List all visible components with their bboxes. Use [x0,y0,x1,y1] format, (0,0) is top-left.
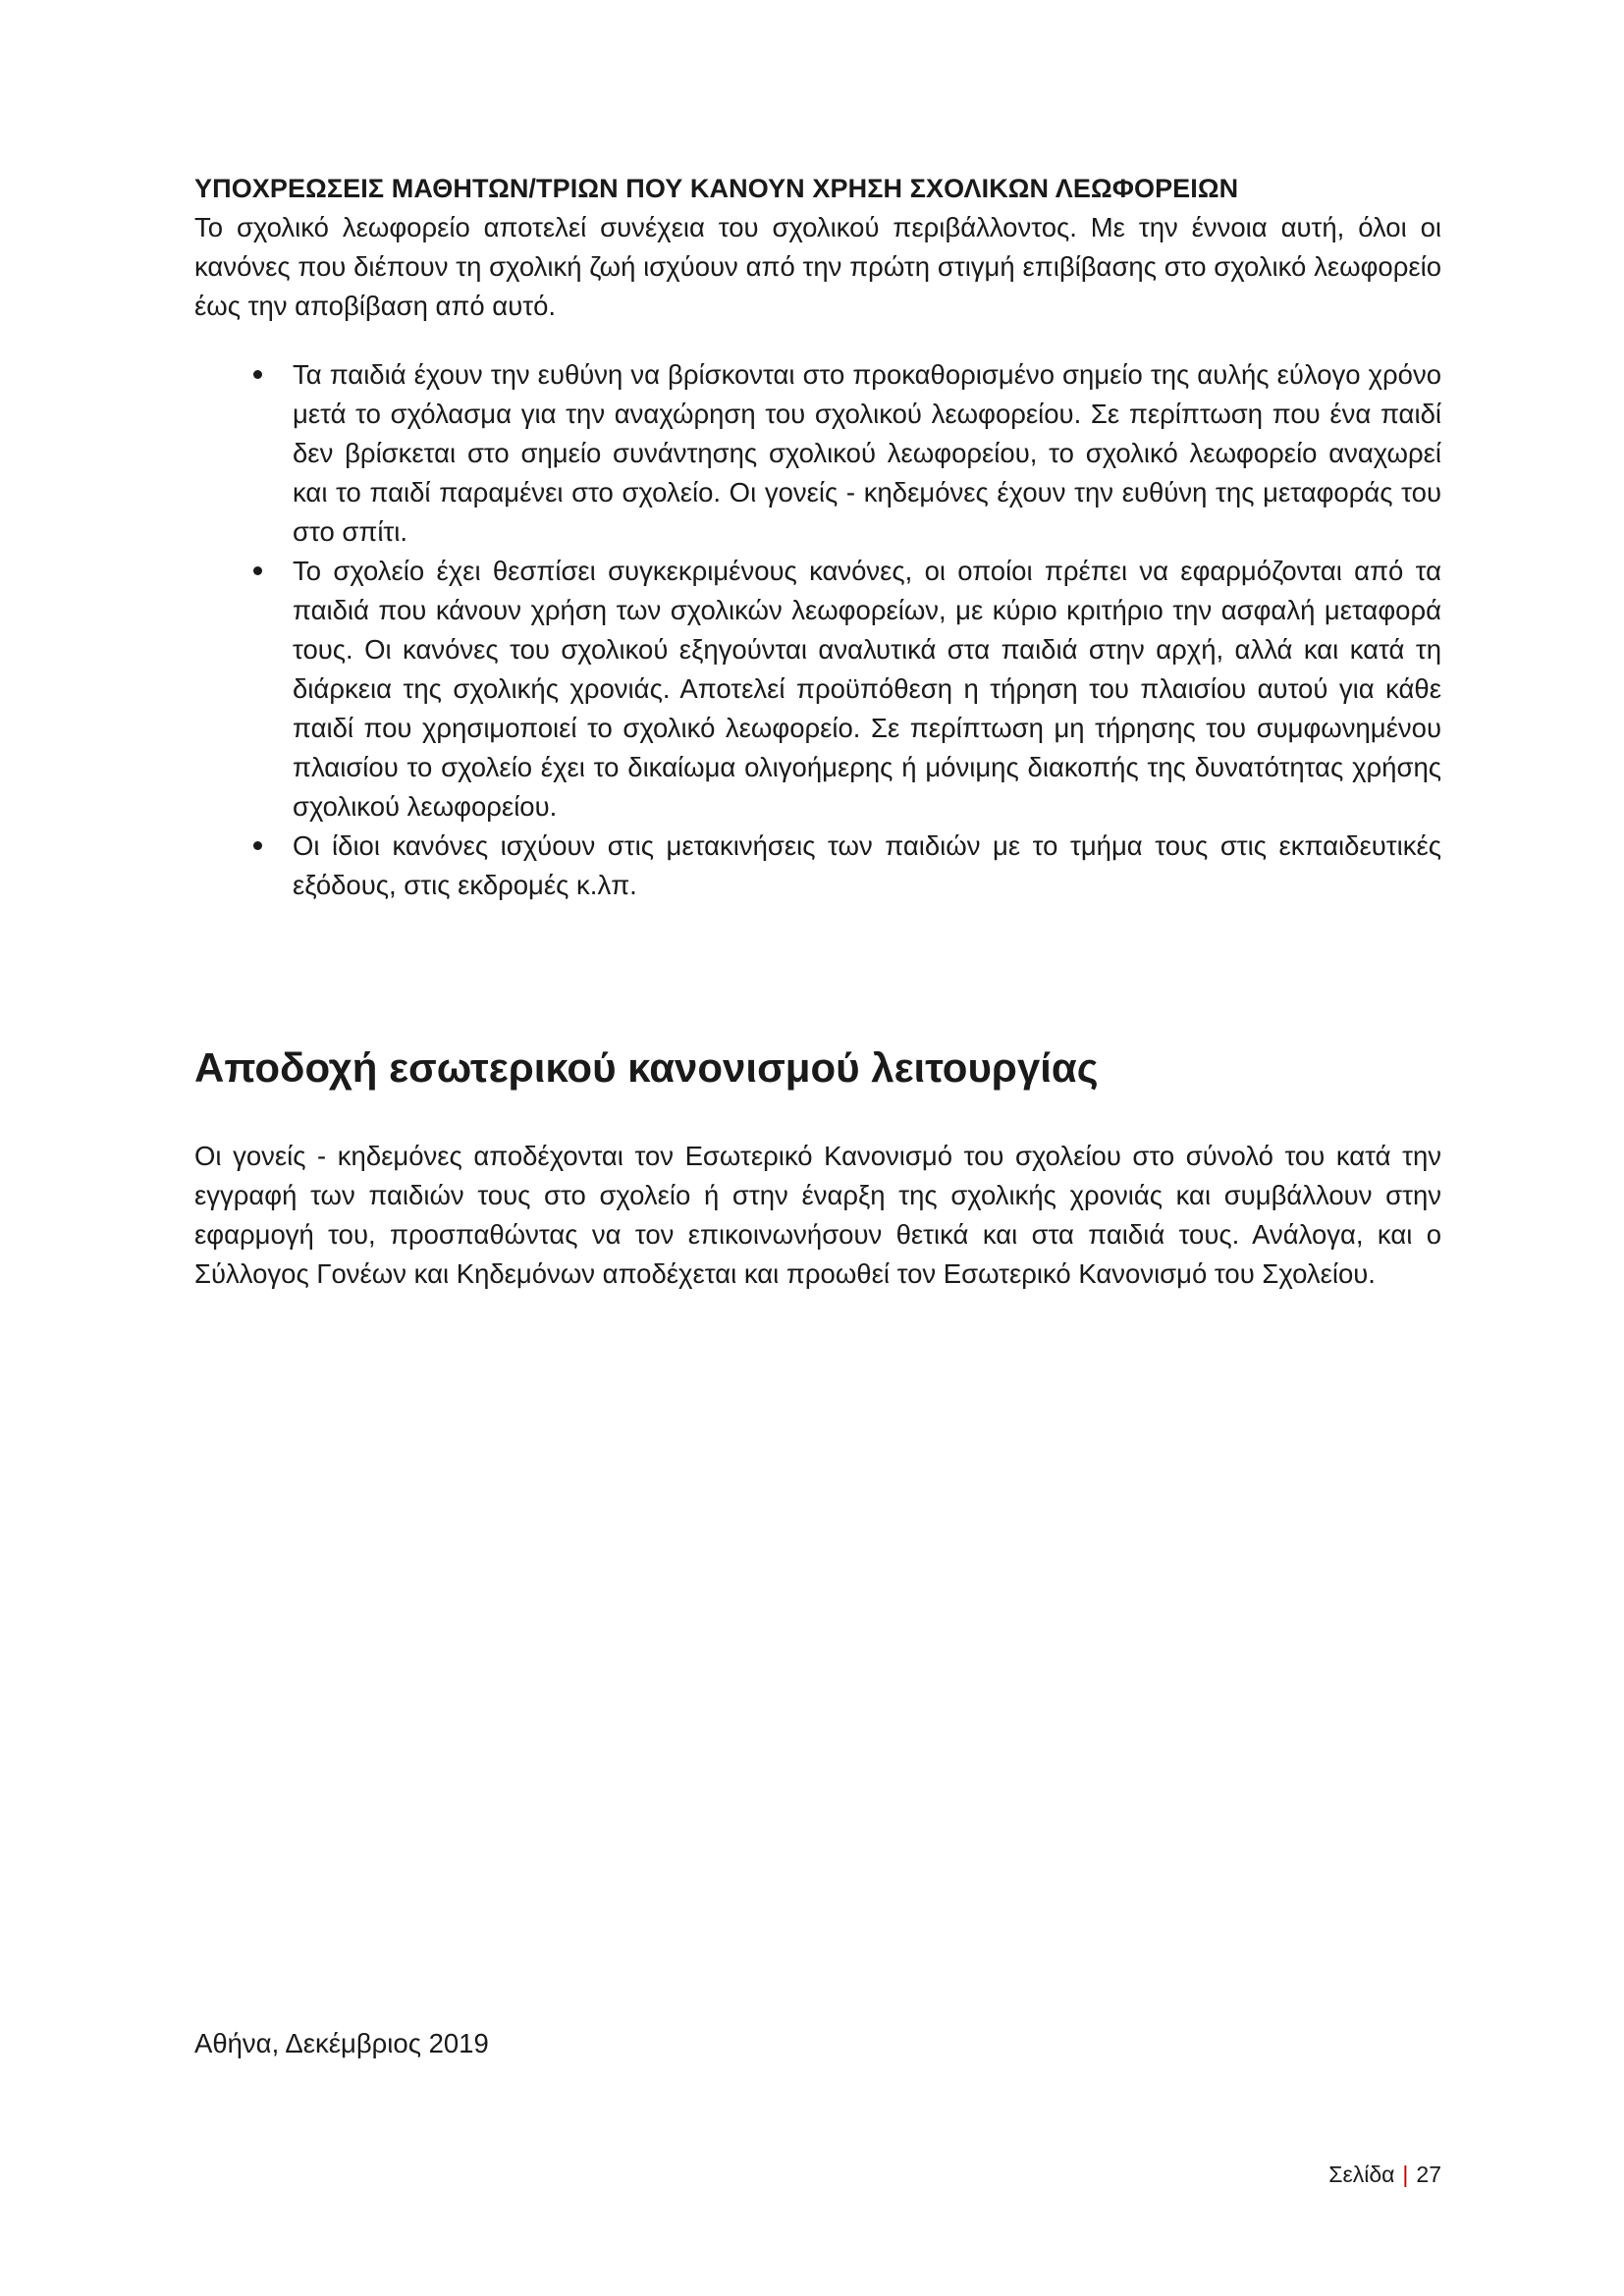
footer-separator: | [1402,2162,1409,2187]
bullet-icon [247,827,267,866]
section-heading: ΥΠΟΧΡΕΩΣΕΙΣ ΜΑΘΗΤΩΝ/ΤΡΙΩΝ ΠΟΥ ΚΑΝΟΥΝ ΧΡΗΣΗ ΣΧΟΛΙΚΩΝ ΛΕΩΦΟΡΕΙΩΝ [194,174,1239,203]
bullet-item [194,827,1441,905]
bullet-icon [247,355,267,395]
page-number: 27 [1416,2162,1441,2187]
section-intro-paragraph: Το σχολικό λεωφορείο αποτελεί συνέχεια του σχολικού περιβάλλοντος. Με την έννοια αυτή, όλοι οι κανόνες που διέπουν τη σχολική ζωή ισχύουν από την πρώτη στιγμή επιβίβασης στο σχολικό λεωφορείο έως την αποβίβαση από αυτό. [194,212,1441,321]
bullet-text: Τα παιδιά έχουν την ευθύνη να βρίσκονται στο προκαθορισμένο σημείο της αυλής εύλογο χρόνο μετά το σχόλασμα για την αναχώρηση του σχολικού λεωφορείου. Σε περίπτωση που ένα παιδί δεν βρίσκεται στο σημείο συνάντησης σχολικού λεωφορείου, το σχολικό λεωφορείο αναχωρεί και το παιδί παραμένει στο σχολείο. Οι γονείς - κηδεμόνες έχουν την ευθύνη της μεταφοράς του στο σπίτι. [293,359,1441,547]
bullet-text: Οι ίδιοι κανόνες ισχύουν στις μετακινήσεις των παιδιών με το τμήμα τους στις εκπαιδευτικές εξόδους, στις εκδρομές κ.λπ. [293,830,1441,900]
bullet-icon [247,552,267,591]
page-label: Σελίδα [1328,2162,1395,2187]
acceptance-paragraph: Οι γονείς - κηδεμόνες αποδέχονται τον Εσωτερικό Κανονισμό του σχολείου στο σύνολό του κατά την εγγραφή των παιδιών τους στο σχολείο ή στην έναρξη της σχολικής χρονιάς και συμβάλλουν στην εφαρμογή του, προσπαθώντας να τον επικοινωνήσουν θετικά και στα παιδιά τους. Ανάλογα, και ο Σύλλογος Γονέων και Κηδεμόνων αποδέχεται και προωθεί τον Εσωτερικό Κανονισμό του Σχολείου. [194,1141,1441,1289]
page-footer [1328,2160,1441,2189]
acceptance-title: Αποδοχή εσωτερικού κανονισμού λειτουργίας [194,1044,1099,1091]
bus-obligations-section [194,169,1441,905]
bullet-list [194,355,1441,905]
bullet-item [194,552,1441,827]
bullet-item [194,355,1441,552]
signature-date: Αθήνα, Δεκέμβριος 2019 [194,2028,489,2058]
bullet-text: Το σχολείο έχει θεσπίσει συγκεκριμένους κανόνες, οι οποίοι πρέπει να εφαρμόζονται από τα παιδιά που κάνουν χρήση των σχολικών λεωφορείων, με κύριο κριτήριο την ασφαλή μεταφορά τους. Οι κανόνες του σχολικού εξηγούνται αναλυτικά στα παιδιά στην αρχή, αλλά και κατά τη διάρκεια της σχολικής χρονιάς. Αποτελεί προϋπόθεση η τήρηση του πλαισίου αυτού για κάθε παιδί που χρησιμοποιεί το σχολικό λεωφορείο. Σε περίπτωση μη τήρησης του συμφωνημένου πλαισίου το σχολείο έχει το δικαίωμα ολιγοήμερης ή μόνιμης διακοπής της δυνατότητας χρήσης σχολικού λεωφορείου. [293,556,1441,822]
